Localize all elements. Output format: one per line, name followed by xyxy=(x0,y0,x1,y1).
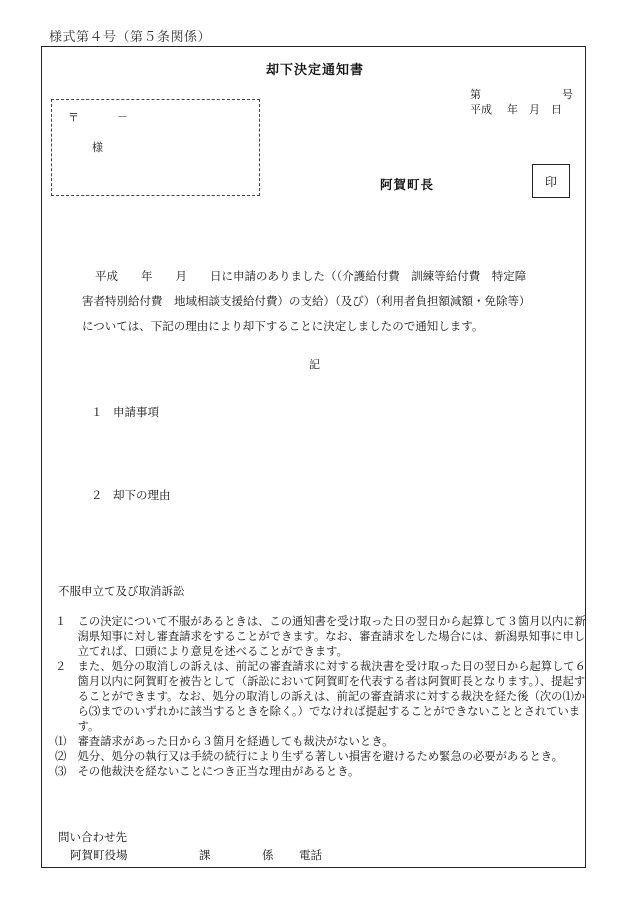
doc-number-prefix: 第 xyxy=(470,88,481,101)
contact-section: 課 xyxy=(199,848,211,862)
postal-dash: － xyxy=(117,110,128,123)
note-text: その他裁決を経ないことにつき正当な理由があるとき。 xyxy=(77,765,360,778)
item2-label: 却下の理由 xyxy=(113,488,171,502)
body-line-1: 平成 年 月 日に申請のありました（（介護給付費 訓練等給付費 特定障 xyxy=(95,269,527,283)
note-number: ⑵ xyxy=(55,750,78,763)
date-year: 年 xyxy=(507,103,518,116)
note-number: １ xyxy=(55,615,78,628)
address-box[interactable] xyxy=(51,99,260,196)
contact-heading: 問い合わせ先 xyxy=(58,830,127,844)
doc-number-suffix: 号 xyxy=(562,88,573,101)
contact-unit: 係 xyxy=(262,848,274,862)
note-5 xyxy=(55,764,587,779)
note-1 xyxy=(55,614,587,659)
note-number: ２ xyxy=(55,660,78,673)
note-text: また、処分の取消しの訴えは、前記の審査請求に対する裁決書を受け取った日の翌日から起算して６箇月以内に阿賀町を被告として（訴訟において阿賀町を代表する者は阿賀町長となります。）、提起することができます。なお、処分の取消しの訴えは、前記の審査請求に対する裁決を経た後（次の⑴から⑶までのいずれかに該当するときを除く。）でなければ提起することができないこととされています。 xyxy=(77,660,586,733)
ki-label: 記 xyxy=(309,358,320,371)
document-title: 却下決定通知書 xyxy=(265,63,364,78)
note-4 xyxy=(55,749,587,764)
body-line-3: については、下記の理由により却下することに決定しましたので通知します。 xyxy=(82,319,484,333)
issuer-name: 阿賀町長 xyxy=(380,177,435,192)
note-text: この決定について不服があるときは、この通知書を受け取った日の翌日から起算して３箇月以内に新潟県知事に対し審査請求をすることができます。なお、審査請求をした場合には、新潟県知事に申し立てれば、口頭により意見を述べることができます。 xyxy=(77,615,586,658)
contact-office: 阿賀町役場 xyxy=(70,848,128,862)
note-text: 処分、処分の執行又は手続の続行により生ずる著しい損害を避けるため緊急の必要があるとき。 xyxy=(77,750,563,763)
date-month: 月 xyxy=(529,103,540,116)
appeal-notes xyxy=(55,614,587,779)
note-number: ⑶ xyxy=(55,765,78,778)
contact-phone: 電話 xyxy=(299,848,322,862)
body-line-2: 害者特別給付費 地域相談支援給付費）の支給）（及び）（利用者負担額減額・免除等） xyxy=(82,294,531,308)
seal-label: 印 xyxy=(544,174,557,189)
note-3 xyxy=(55,734,587,749)
recipient-honorific: 様 xyxy=(92,141,103,154)
date-era: 平成 xyxy=(470,103,492,116)
item1-number: １ xyxy=(91,405,103,419)
form-caption: 様式第４号（第５条関係） xyxy=(49,30,212,45)
appeal-heading: 不服申立て及び取消訴訟 xyxy=(58,584,185,598)
note-number: ⑴ xyxy=(55,735,78,748)
date-day: 日 xyxy=(551,103,562,116)
seal-box xyxy=(532,164,570,198)
item1-label: 申請事項 xyxy=(113,405,159,419)
postal-mark: 〒 xyxy=(68,111,79,124)
note-2 xyxy=(55,659,587,734)
note-text: 審査請求があった日から３箇月を経過しても裁決がないとき。 xyxy=(77,735,394,748)
item2-number: ２ xyxy=(91,488,103,502)
